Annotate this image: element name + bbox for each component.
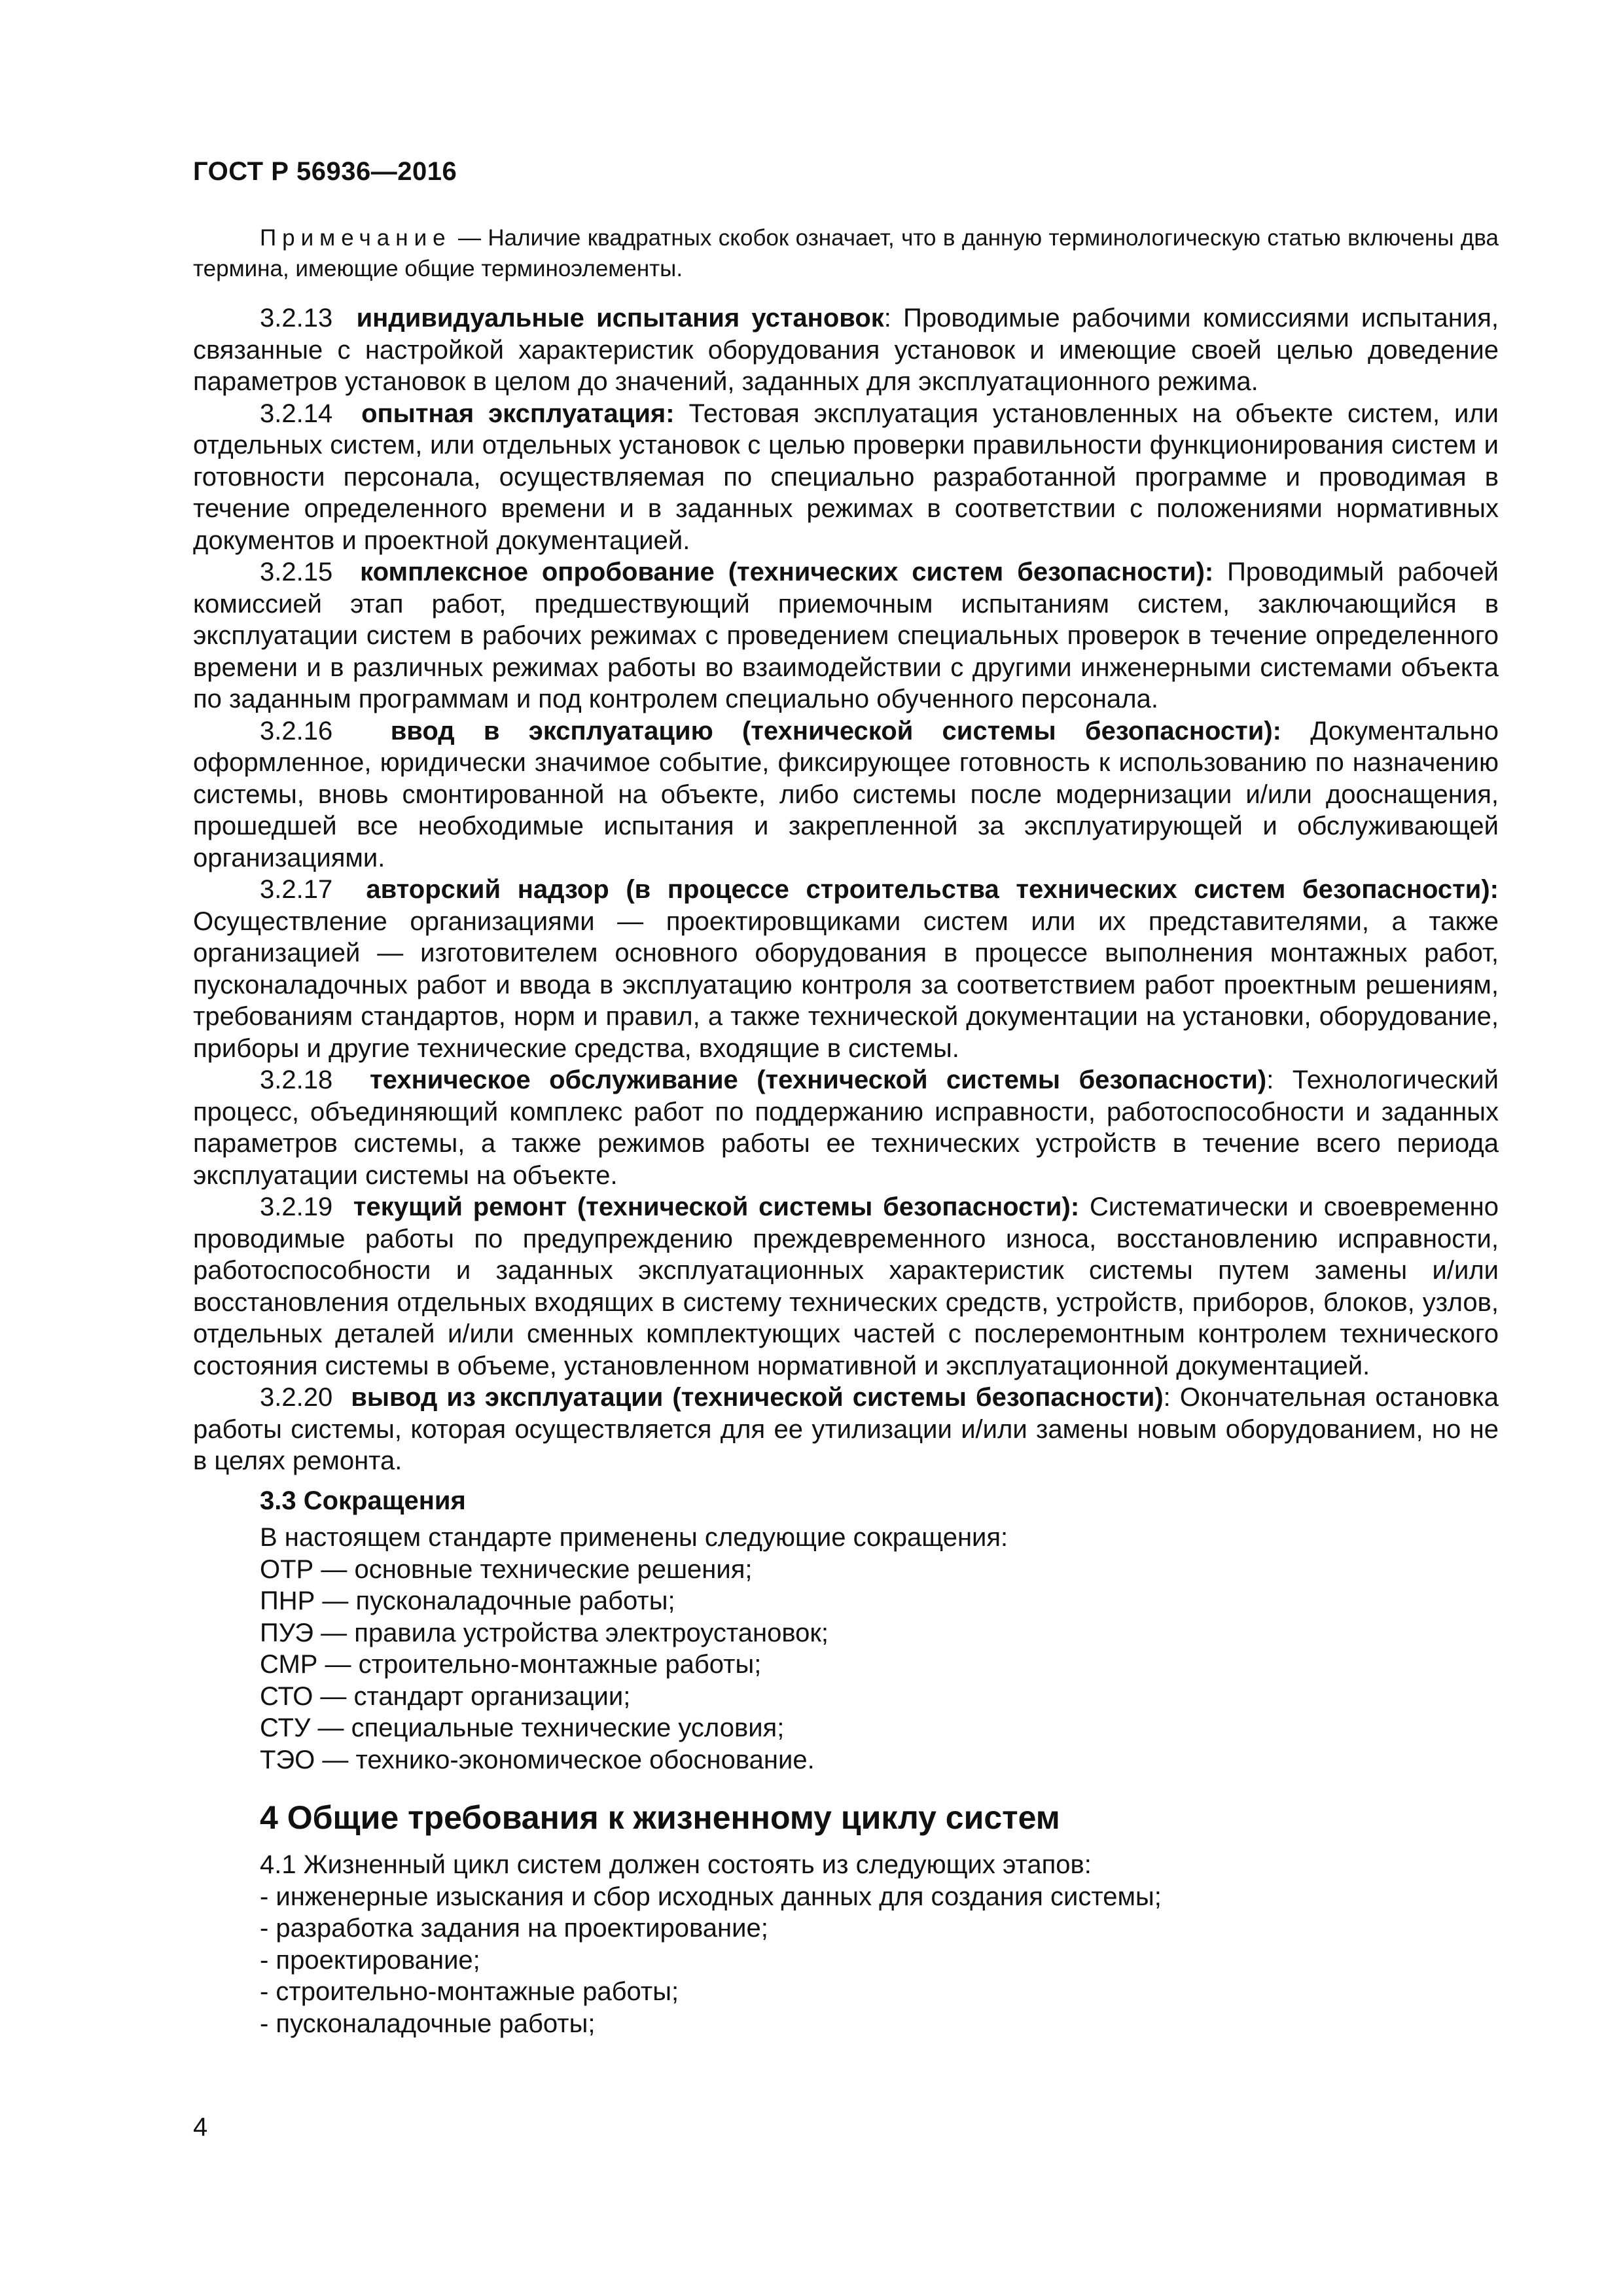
note-text: Наличие квадратных скобок означает, что в данную терминологическую статью включены два термина, имеющие общие терминоэлементы.	[193, 225, 1499, 281]
term-3-2-14	[193, 398, 1499, 557]
term-name: ввод в эксплуатацию (технической системы безопасности):	[390, 716, 1281, 745]
term-3-2-20	[193, 1382, 1499, 1477]
term-3-2-15	[193, 556, 1499, 715]
term-name: текущий ремонт (технической системы безопасности):	[353, 1193, 1080, 1221]
term-name: техническое обслуживание (технической системы безопасности)	[370, 1066, 1267, 1094]
abbreviation-item: СТО — стандарт организации;	[260, 1681, 631, 1711]
lifecycle-item: - инженерные изыскания и сбор исходных данных для создания системы;	[260, 1882, 1162, 1911]
term-number: 3.2.16	[260, 716, 333, 745]
lifecycle-item: - пусконаладочные работы;	[260, 2009, 596, 2038]
abbreviation-item: ТЭО — технико-экономическое обоснование.	[260, 1745, 815, 1774]
term-3-2-17	[193, 874, 1499, 1064]
term-number: 3.2.15	[260, 558, 333, 586]
abbreviations-list	[193, 1522, 1499, 1776]
term-definition: Проводимые рабочими комиссиями испытания, связанные с настройкой характеристик оборудования установок и имеющие своей целью доведение параметров установок в целом до значений, заданных для эксплуатационного режима.	[193, 304, 1499, 396]
term-name: опытная эксплуатация:	[361, 399, 675, 428]
term-definition: Тестовая эксплуатация установленных на объекте систем, или отдельных систем, или отдельных установок с целью проверки правильности функционирования систем и готовности персонала, осуществляемая по специально разработанной программе и проводимая в течение определенного времени и в заданных режимах в соответствии с положениями нормативных документов и проектной документацией.	[193, 399, 1499, 555]
term-number: 3.2.19	[260, 1193, 333, 1221]
term-3-2-16	[193, 715, 1499, 874]
term-name: вывод из эксплуатации (технической системы безопасности)	[351, 1383, 1164, 1412]
term-name: авторский надзор (в процессе строительства технических систем безопасности):	[366, 875, 1499, 904]
abbreviation-item: СМР — строительно-монтажные работы;	[260, 1650, 762, 1679]
term-3-2-18	[193, 1064, 1499, 1191]
term-number: 3.2.18	[260, 1066, 333, 1094]
document-header: ГОСТ Р 56936—2016	[193, 157, 457, 186]
abbreviation-item: СТУ — специальные технические условия;	[260, 1713, 785, 1742]
lifecycle-item: - строительно-монтажные работы;	[260, 1977, 679, 2006]
note-paragraph	[193, 223, 1499, 284]
term-definition: Окончательная остановка работы системы, которая осуществляется для ее утилизации и/или замены новым оборудованием, но не в целях ремонта.	[193, 1383, 1499, 1475]
abbreviation-item: ПНР — пусконаладочные работы;	[260, 1587, 675, 1615]
lifecycle-item: - проектирование;	[260, 1945, 480, 1975]
term-number: 3.2.13	[260, 304, 333, 332]
abbreviations-intro: В настоящем стандарте применены следующие сокращения:	[260, 1523, 1008, 1552]
term-number: 3.2.14	[260, 399, 333, 428]
term-separator: :	[1163, 1383, 1171, 1412]
term-separator: :	[1266, 1066, 1274, 1094]
lifecycle-intro: 4.1 Жизненный цикл систем должен состоять из следующих этапов:	[260, 1850, 1092, 1879]
term-name: комплексное опробование (технических систем безопасности):	[360, 558, 1214, 586]
term-definition: Осуществление организациями — проектировщиками систем или их представителями, а также организацией — изготовителем основного оборудования в процессе выполнения монтажных работ, пусконаладочных работ и ввода в эксплуатацию контроля за соответствием работ проектным решениям, требованиям стандартов, норм и правил, а также технической документации на установки, оборудование, приборы и другие технические средства, входящие в системы.	[193, 906, 1499, 1063]
term-definition: Проводимый рабочей комиссией этап работ, предшествующий приемочным испытаниям систем, заключающийся в эксплуатации систем в рабочих режимах с проведением специальных проверок в течение определенного времени и в различных режимах работы во взаимодействии с другими инженерными системами объекта по заданным программам и под контролем специально обученного персонала.	[193, 558, 1499, 713]
term-number: 3.2.20	[260, 1383, 333, 1412]
term-3-2-13	[193, 302, 1499, 398]
term-separator: :	[883, 304, 891, 332]
term-name: индивидуальные испытания установок	[356, 304, 884, 332]
terms-section	[193, 302, 1499, 2039]
note-label: Примечание	[260, 225, 452, 251]
lifecycle-item: - разработка задания на проектирование;	[260, 1914, 768, 1943]
abbreviation-item: ПУЭ — правила устройства электроустановок;	[260, 1618, 829, 1647]
term-number: 3.2.17	[260, 875, 333, 904]
term-definition: Документально оформленное, юридически значимое событие, фиксирующее готовность к использованию по назначению системы, вновь смонтированной на объекте, либо системы после модернизации и/или дооснащения, прошедшей все необходимые испытания и закрепленной за эксплуатирующей и обслуживающей организациями.	[193, 716, 1499, 872]
term-definition: Систематически и своевременно проводимые работы по предупреждению преждевременного износа, восстановлению исправности, работоспособности и заданных эксплуатационных характеристик системы путем замены и/или восстановления отдельных входящих в систему технических средств, устройств, приборов, блоков, узлов, отдельных деталей и/или сменных комплектующих частей с послеремонтным контролем технического состояния системы в объеме, установленном нормативной и эксплуатационной документацией.	[193, 1193, 1499, 1380]
section-4-heading: 4 Общие требования к жизненному циклу систем	[260, 1799, 1060, 1836]
term-3-2-19	[193, 1191, 1499, 1382]
lifecycle-list	[193, 1849, 1499, 2039]
abbreviation-item: ОТР — основные технические решения;	[260, 1554, 753, 1584]
page-number: 4	[193, 2113, 208, 2142]
abbreviations-heading: 3.3 Сокращения	[260, 1486, 466, 1515]
note-dash: —	[451, 225, 488, 251]
term-definition: Технологический процесс, объединяющий комплекс работ по поддержанию исправности, работоспособности и заданных параметров системы, а также режимов работы ее технических устройств в течение всего периода эксплуатации системы на объекте.	[193, 1066, 1499, 1190]
